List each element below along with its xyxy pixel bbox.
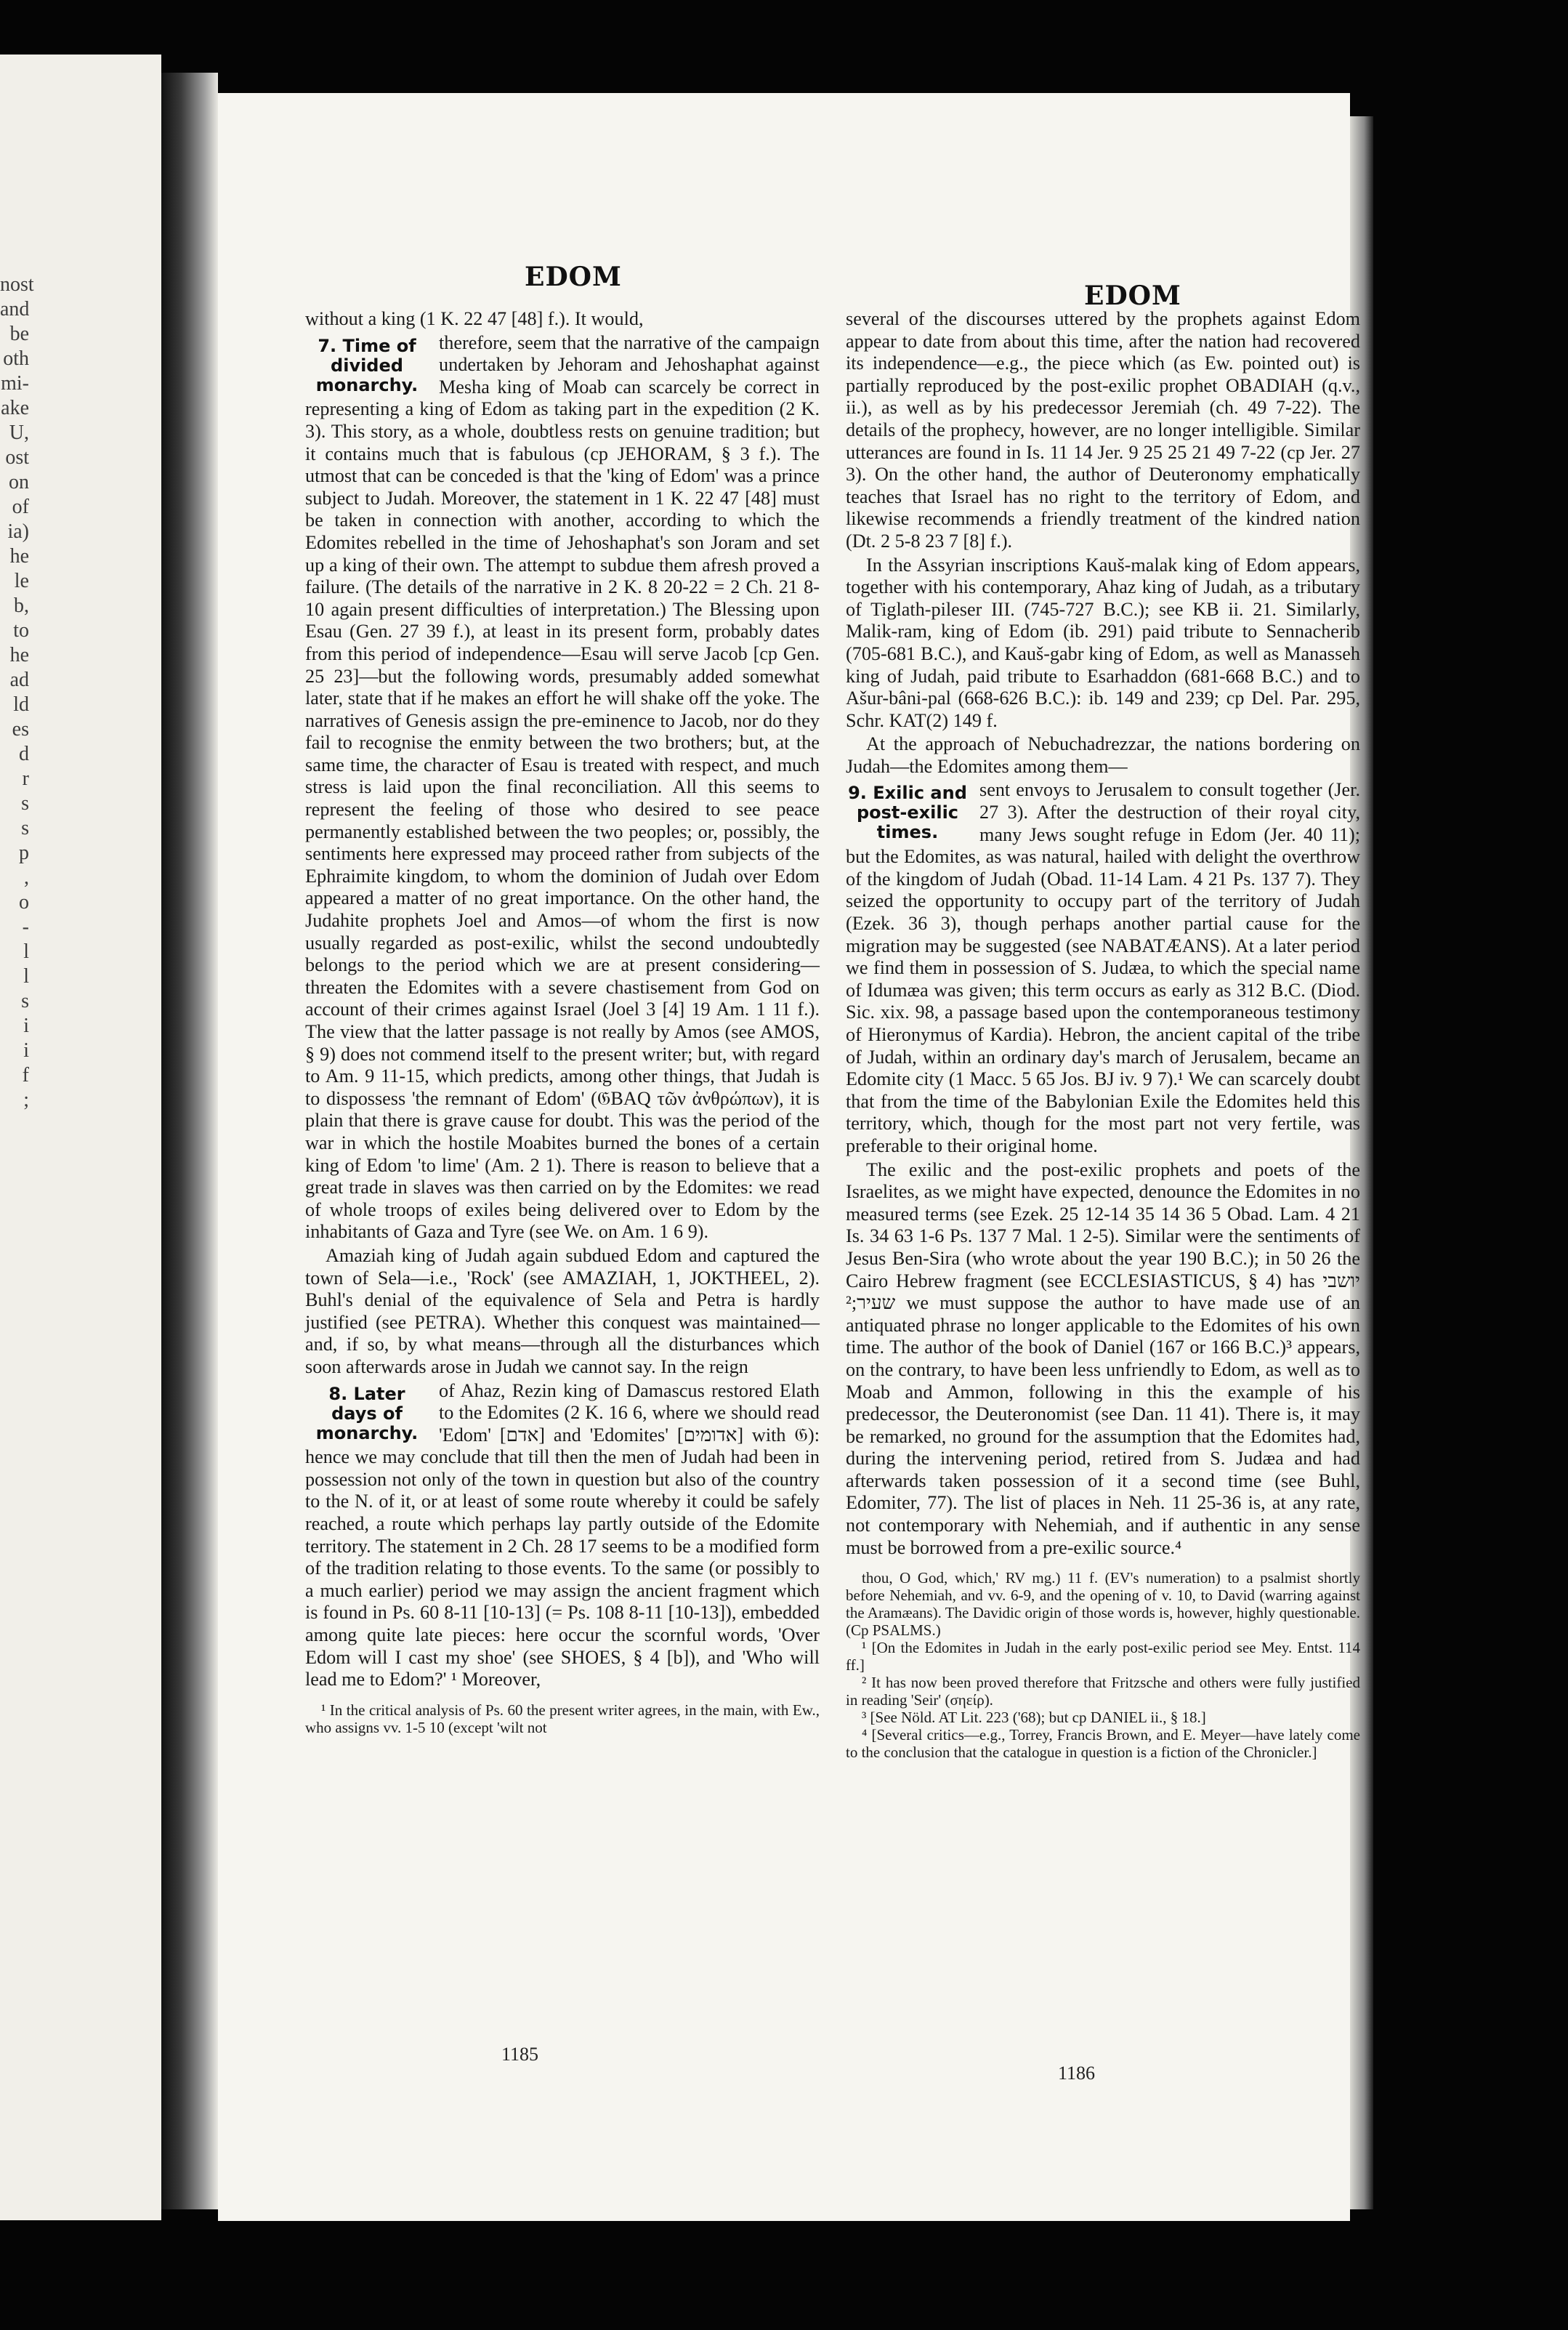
previous-page-fragment: he	[9, 644, 29, 666]
previous-page-fragment: and	[0, 298, 30, 321]
previous-page-fragment: mi-	[1, 372, 29, 395]
previous-page-fragment: i	[23, 1015, 29, 1037]
footnote-2: ² It has now been proved therefore that Fritzsche and others were fully justified in reading 'Seir' (σηείρ).	[846, 1674, 1360, 1709]
previous-page-fragment: he	[9, 545, 29, 568]
book-spine-shadow	[161, 73, 218, 2209]
previous-page-fragment: ;	[23, 1089, 29, 1111]
right-footnotes	[846, 1569, 1360, 1761]
right-paragraph-3: At the approach of Nebuchadrezzar, the nations bordering on Judah—the Edomites among them—	[846, 733, 1360, 777]
running-head-right: EDOM	[1084, 281, 1181, 311]
background-bottom	[0, 2221, 1568, 2330]
footnote-1: ¹ [On the Edomites in Judah in the early post-exilic period see Mey. Entst. 114 ff.]	[846, 1639, 1360, 1674]
left-column	[305, 308, 820, 1736]
left-footnotes	[305, 1701, 820, 1736]
previous-page-fragment: p	[19, 842, 29, 864]
right-column	[846, 308, 1360, 1761]
previous-page-fragment: r	[22, 767, 29, 790]
amaziah-paragraph: Amaziah king of Judah again subdued Edom and captured the town of Sela—i.e., 'Rock' (see AMAZIAH, 1, JOKTHEEL, 2). Buhl's denial of the equivalence of Sela and Petra is hardly justified (see PETRA). Whether this conquest was maintained—and, if so, by what means—through all the disturbances which soon afterwards arose in Judah we cannot say. In the reign	[305, 1244, 820, 1377]
previous-page-fragment: -	[22, 916, 29, 938]
previous-page-fragment: i	[23, 1039, 29, 1062]
section-7-text: therefore, seem that the narrative of the campaign undertaken by Jehoram and Jehoshaphat against Mesha king of Moab can scarcely be correct in representing a king of Edom as taking part in the expedition (2 K. 3). This story, as a whole, doubtless rests on genuine tradition; but it contains much that is fabulous (cp JEHORAM, § 3 f.). The utmost that can be conceded is that the 'king of Edom' was a prince subject to Judah. Moreover, the statement in 1 K. 22 47 [48] must be taken in connection with another, according to which the Edomites rebelled in the time of Jehoshaphat's son Joram and set up a king of their own. The attempt to subdue them afresh proved a failure. (The details of the narrative in 2 K. 8 20-22 = 2 Ch. 21 8-10 again present difficulties of interpretation.) The Blessing upon Esau (Gen. 27 39 f.), at least in its present form, probably dates from this period of independence—Esau will serve Jacob [cp Gen. 25 23]—but the following words, presumably added somewhat later, state that if he makes an effort he will shake off the yoke. The narratives of Genesis assign the pre-eminence to Jacob, nor do they fail to recognise the enmity between the two brothers; but, at the same time, the character of Esau is treated with respect, and much stress is laid upon the final reconciliation. All this seems to represent the feeling of those who desired to see peace permanently established between the two peoples; or, possibly, the sentiments here expressed may proceed rather from subjects of the Ephraimite kingdom, to whom the dominion of Judah over Edom appeared a matter of no great importance. On the other hand, the Judahite prophets Joel and Amos—of whom the first is now usually regarded as post-exilic, whilst the second undoubtedly belongs to the period which we are at present considering—threaten the Edomites with a severe chastisement from God on account of their crimes against Israel (Joel 3 [4] 19 Am. 1 11 f.). The view that the latter passage is not really by Amos (see AMOS, § 9) does not commend itself to the present writer; but, with regard to Am. 9 11-15, which predicts, among other things, that Judah is to dispossess 'the remnant of Edom' (𝔊BAQ τῶν ἀνθρώπων), it is plain that there is grave cause for doubt. This was the period of the war in which the hostile Moabites burned the bones of a certain king of Edom 'to lime' (Am. 2 1). There is reason to believe that a great trade in slaves was then carried on by the Edomites: we read of whole troops of exiles being delivered over to Edom by the inhabitants of Gaza and Tyre (see We. on Am. 1 6 9).	[305, 331, 820, 1243]
footnote-1: ¹ In the critical analysis of Ps. 60 the present writer agrees, in the main, with Ew., who assigns vv. 1-5 10 (except 'wilt not	[305, 1701, 820, 1736]
section-7	[305, 332, 820, 1243]
previous-page-fragment: s	[21, 792, 29, 815]
previous-page-fragment: nost	[0, 273, 34, 296]
right-paragraph-2: In the Assyrian inscriptions Kauš-malak king of Edom appears, together with his contemporary, Ahaz king of Judah, as a tributary of Tiglath-pileser III. (745-727 B.C.); see KB ii. 21. Similarly, Malik-ram, king of Edom (ib. 291) paid tribute to Sennacherib (705-681 B.C.), and Kauš-gabr king of Edom, as well as Manasseh king of Judah, paid tribute to Esarhaddon (681-668 B.C.) and to Ašur-bâni-pal (668-626 B.C.): ib. 149 and 239; cp Del. Par. 295, Schr. KAT(2) 149 f.	[846, 554, 1360, 731]
previous-page-fragment: f	[22, 1064, 29, 1087]
previous-page-fragment: U,	[9, 422, 29, 444]
previous-page-fragment: ad	[9, 669, 29, 691]
page-number-left: 1185	[501, 2044, 539, 2065]
footnote-continued: thou, O God, which,' RV mg.) 11 f. (EV's numeration) to a psalmist shortly before Nehemiah, and vv. 6-9, and the opening of v. 10, to David (warring against the Aramæans). The Davidic origin of those words is, however, highly questionable. (Cp PSALMS.)	[846, 1569, 1360, 1640]
previous-page-fragment: of	[12, 496, 29, 518]
running-head-left: EDOM	[525, 262, 622, 292]
previous-page-fragment: es	[12, 718, 29, 741]
right-paragraph-4: The exilic and the post-exilic prophets and poets of the Israelites, as we might have expected, denounce the Edomites in no measured terms (see Ezek. 25 12-14 35 14 36 5 Obad. Lam. 4 21 Is. 34 63 1-6 Ps. 137 7 Mal. 1 2-5). Similar were the sentiments of Jesus Ben-Sira (who wrote about the year 190 B.C.); in 50 26 the Cairo Hebrew fragment (see ECCLESIASTICUS, § 4) has יושבי שעיר;² we must suppose the author to have made use of an antiquated phrase no longer applicable to the Edomites of his own time. The author of the book of Daniel (167 or 166 B.C.)³ appears, on the contrary, to have been less unfriendly to Edom, as well as to Moab and Ammon, following in this the example of his predecessor, the Deuteronomist (see Dan. 11 41). There is, it may be remarked, no ground for the assumption that the Edomites had, during the intervening period, retired from S. Judæa and had afterwards taken possession of it a second time (see Buhl, Edomiter, 77). The list of places in Neh. 11 25-36 is, at any rate, not contemporary with Nehemiah, and if authentic in any sense must be borrowed from a pre-exilic source.⁴	[846, 1158, 1360, 1558]
previous-page-fragment: be	[9, 323, 29, 345]
opening-line: without a king (1 K. 22 47 [48] f.). It would,	[305, 308, 644, 329]
previous-page-fragment: le	[14, 570, 29, 592]
previous-page-fragment: ake	[1, 397, 29, 419]
page-number-right: 1186	[1058, 2063, 1096, 2084]
previous-page-fragment: l	[23, 965, 29, 988]
previous-page-fragment: d	[19, 743, 29, 765]
previous-page-fragment: b,	[14, 594, 29, 617]
previous-page-fragment: s	[21, 817, 29, 839]
previous-page-fragment: ,	[24, 866, 29, 889]
previous-page-edge	[0, 55, 161, 2220]
right-paragraph-1: several of the discourses uttered by the prophets against Edom appear to date from about this time, after the nation had recovered its independence—e.g., the piece which (as Ew. pointed out) is partially reproduced by the post-exilic prophet OBADIAH (q.v., ii.), as well as by his predecessor Jeremiah (ch. 49 7-22). The details of the prophecy, however, are no longer intelligible. Similar utterances are found in Is. 11 14 Jer. 9 25 25 21 49 7-22 (cp Jer. 27 3). On the other hand, the author of Deuteronomy emphatically teaches that Israel has no right to the territory of Edom, and likewise recommends a friendly treatment of the kindred nation (Dt. 2 5-8 23 7 [8] f.).	[846, 308, 1360, 552]
previous-page-fragment: ld	[13, 693, 29, 716]
previous-page-fragment: to	[13, 619, 29, 642]
section-7-heading: 7. Time of divided monarchy.	[315, 335, 419, 395]
section-8	[305, 1380, 820, 1691]
section-8-heading: 8. Later days of monarchy.	[315, 1383, 419, 1443]
footnote-4: ⁴ [Several critics—e.g., Torrey, Francis Brown, and E. Meyer—have lately come to the conclusion that the catalogue in question is a fiction of the Chronicler.]	[846, 1726, 1360, 1762]
section-9	[846, 779, 1360, 1157]
previous-page-fragment: on	[9, 471, 29, 493]
section-8-text: of Ahaz, Rezin king of Damascus restored Elath to the Edomites (2 K. 16 6, where we should read 'Edom' [אדם] and 'Edomites' [אדומים] with 𝔊): hence we may conclude that till then the men of Judah had been in possession not only of the town in question but also of the country to the N. of it, or at least of some route whereby it could be safely reached, a route which perhaps lay partly outside of the Edomite territory. The statement in 2 Ch. 28 17 seems to be a modified form of the tradition relating to those events. To the same (or possibly to a much earlier) period we may assign the ancient fragment which is found in Ps. 60 8-11 [10-13] (= Ps. 108 8-11 [10-13]), embedded among quite late pieces: here occur the scornful words, 'Over Edom will I cast my shoe' (see SHOES, § 4 [b]), and 'Who will lead me to Edom?' ¹ Moreover,	[305, 1379, 820, 1690]
previous-page-fragment: ia)	[7, 520, 29, 543]
previous-page-fragment: ost	[5, 446, 29, 469]
section-9-text: sent envoys to Jerusalem to consult together (Jer. 27 3). After the destruction of their royal city, many Jews sought refuge in Edom (Jer. 40 11); but the Edomites, as was natural, hailed with delight the overthrow of the kingdom of Judah (Obad. 11-14 Lam. 4 21 Ps. 137 7). They seized the opportunity to occupy part of the territory of Judah (Ezek. 36 3), though perhaps another partial cause for the migration may be suggested (see NABATÆANS). At a later period we find them in possession of S. Judæa, to which the special name of Idumæa was given; this term occurs as early as 312 B.C. (Diod. Sic. xix. 98, a passage based upon the contemporaneous testimony of Hieronymus of Kardia). Hebron, the ancient capital of the tribe of Judah, within an ordinary day's march of Jerusalem, became an Edomite city (1 Macc. 5 65 Jos. BJ iv. 9 7).¹ We can scarcely doubt that from the time of the Babylonian Exile the Edomites held this territory, which, though for the most part not very fertile, was preferable to their original home.	[846, 779, 1360, 1156]
previous-page-fragment: o	[19, 891, 29, 914]
previous-page-fragment: s	[21, 990, 29, 1012]
previous-page-fragment: l	[23, 940, 29, 963]
section-9-heading: 9. Exilic and post-exilic times.	[848, 783, 967, 843]
previous-page-fragment: oth	[3, 347, 29, 370]
footnote-3: ³ [See Nöld. AT Lit. 223 ('68); but cp DANIEL ii., § 18.]	[862, 1709, 1206, 1727]
